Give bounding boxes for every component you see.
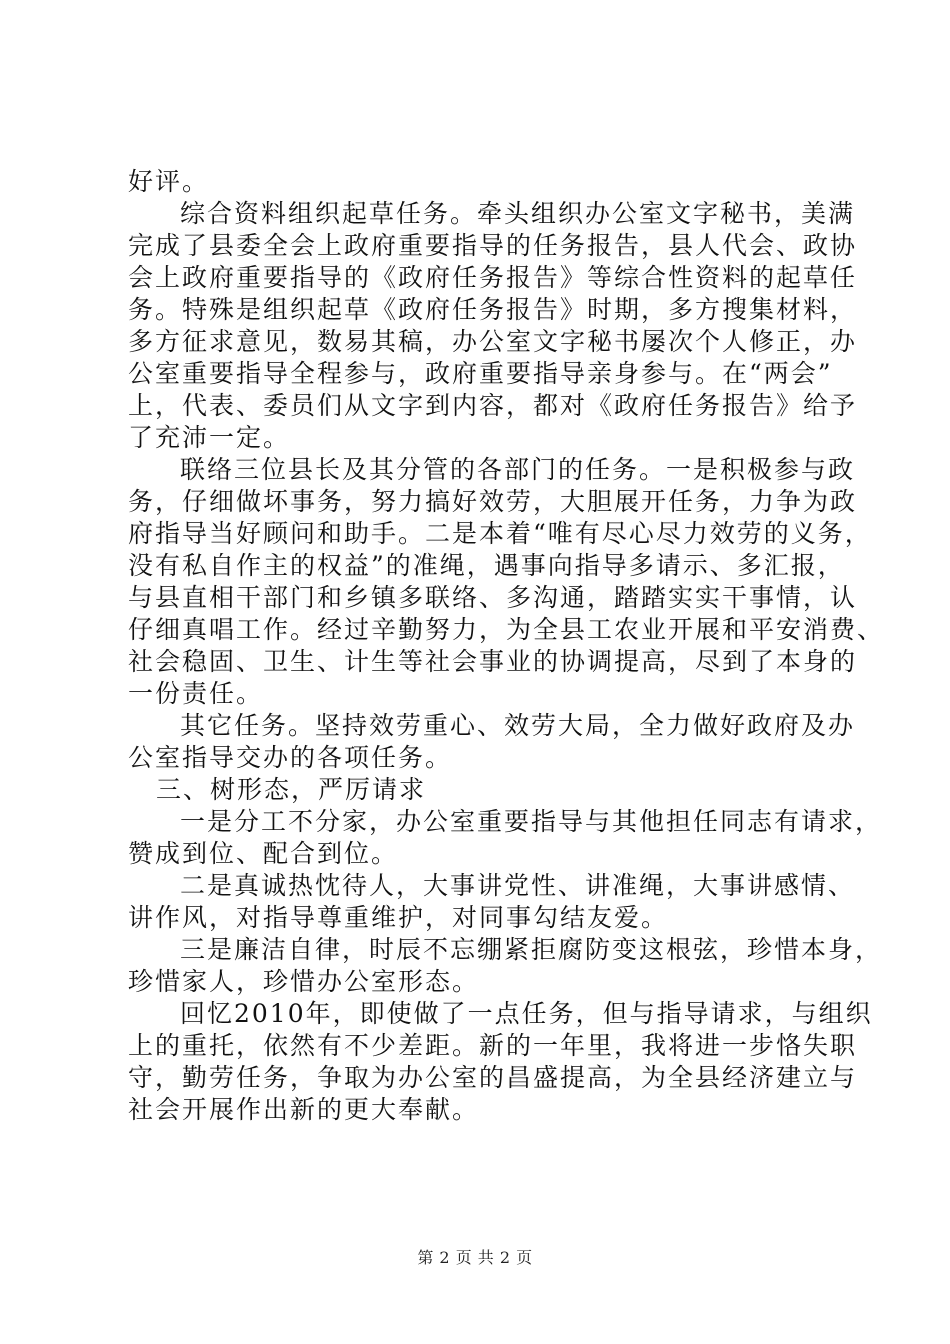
text-line: 一份责任。 — [128, 679, 264, 708]
paragraph-start-line: 综合资料组织起草任务。牵头组织办公室文字秘书，美满 — [180, 199, 856, 228]
text-line: 社会稳固、卫生、计生等社会事业的协调提高，尽到了本身的 — [128, 647, 858, 676]
text-line: 没有私自作主的权益”的准绳，遇事向指导多请示、多汇报， — [128, 551, 845, 580]
paragraph-start-line: 三是廉洁自律，时辰不忘绷紧拒腐防变这根弦，珍惜本身， — [180, 935, 883, 964]
paragraph-start-line: 其它任务。坚持效劳重心、效劳大局，全力做好政府及办 — [180, 711, 856, 740]
document-body — [128, 166, 885, 1126]
page-number-footer: 第 2 页 共 2 页 — [417, 1248, 533, 1267]
text-line: 社会开展作出新的更大奉献。 — [128, 1095, 480, 1124]
text-line: 珍惜家人，珍惜办公室形态。 — [128, 967, 480, 996]
text-line: 公室指导交办的各项任务。 — [128, 743, 453, 772]
text-line: 上的重托，依然有不少差距。新的一年里，我将进一步恪失职 — [128, 1031, 858, 1060]
paragraph-start-line: 一是分工不分家，办公室重要指导与其他担任同志有请求， — [180, 807, 883, 836]
text-line: 赞成到位、配合到位。 — [128, 839, 399, 868]
text-line: 讲作风，对指导尊重维护，对同事勾结友爱。 — [128, 903, 669, 932]
text-line: 好评。 — [128, 167, 210, 196]
text-line: 了充沛一定。 — [128, 423, 291, 452]
text-line: 公室重要指导全程参与，政府重要指导亲身参与。在“两会” — [128, 359, 833, 388]
text-line: 府指导当好顾问和助手。二是本着“唯有尽心尽力效劳的义务， — [128, 519, 872, 548]
text-line: 多方征求意见，数易其稿，办公室文字秘书屡次个人修正，办 — [128, 327, 858, 356]
text-line: 仔细真唱工作。经过辛勤努力，为全县工农业开展和平安消费、 — [128, 615, 885, 644]
paragraph-start-line: 二是真诚热忱待人，大事讲党性、讲准绳，大事讲感情、 — [180, 871, 856, 900]
text-line: 与县直相干部门和乡镇多联络、多沟通，踏踏实实干事情，认 — [128, 583, 858, 612]
paragraph-start-line: 回忆2010年，即使做了一点任务，但与指导请求，与组织 — [180, 999, 873, 1028]
text-line: 会上政府重要指导的《政府任务报告》等综合性资料的起草任 — [128, 263, 858, 292]
section-heading: 三、树形态，严厉请求 — [156, 775, 427, 804]
text-line: 务。特殊是组织起草《政府任务报告》时期，多方搜集材料， — [128, 295, 858, 324]
text-line: 上，代表、委员们从文字到内容，都对《政府任务报告》给予 — [128, 391, 858, 420]
text-line: 完成了县委全会上政府重要指导的任务报告，县人代会、政协 — [128, 231, 858, 260]
paragraph-start-line: 联络三位县长及其分管的各部门的任务。一是积极参与政 — [180, 455, 856, 484]
text-line: 务，仔细做坏事务，努力搞好效劳，大胆展开任务，力争为政 — [128, 487, 858, 516]
text-line: 守，勤劳任务，争取为办公室的昌盛提高，为全县经济建立与 — [128, 1063, 858, 1092]
